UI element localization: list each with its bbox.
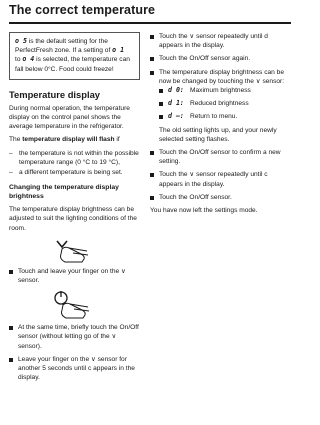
list-item: Touch the On/Off sensor again. [150,54,292,63]
list-item: Touch and leave your finger on the ∨ sensor. [9,267,140,285]
option-code: d 0: [168,86,184,95]
list-item: Touch the ∨ sensor repeatedly until c appears in the display. [150,170,292,188]
note-text-rest: is selected, the temperature can fall below 0°C. Food could freeze! [15,56,130,73]
steps-right-a [150,32,292,122]
left-column [9,32,140,386]
right-column [150,32,292,215]
option-label: Maximum brightness [190,87,251,95]
page-title: The correct temperature [9,3,156,17]
steps-left-b [9,323,140,382]
title-divider [9,22,291,24]
list-item: – the temperature is not within the possible temperature range (0 °C to 19 °C), [9,149,140,167]
list-item: Touch the ∨ sensor repeatedly until d appears in the display. [150,32,292,50]
option-label: Return to menu. [190,113,238,121]
step-text: The temperature display brightness can be now be changed by touching the ∨ sensor: [159,68,285,85]
option-item [159,86,292,95]
code-to: o 4 [22,55,35,64]
closing-text: You have now left the settings mode. [150,207,258,215]
flash-paragraph [9,135,140,144]
intro-paragraph: During normal operation, the temperature display on the control panel shows the average temperature in the refrigerator. [9,104,130,131]
list-item [150,68,292,122]
note-text-default: is the default setting for the PerfectFresh zone. If a setting of [15,38,113,55]
list-item: – a different temperature is being set. [9,168,140,177]
list-item: At the same time, briefly touch the On/Off sensor (without letting go of the ∨ sensor). [9,323,140,351]
list-item: Touch the On/Off sensor. [150,193,292,202]
code-from: o 1 [112,46,125,55]
hand-touch-down-sensor-icon [51,237,91,263]
flash-prefix: The [9,136,23,144]
steps-left-a [9,267,140,285]
list-item: Touch the On/Off sensor to confirm a new setting. [150,148,292,166]
flash-suffix: if [114,136,120,144]
option-code: d –: [168,112,184,121]
flash-bold: temperature display will flash [22,136,115,144]
note-text-to: to [15,56,23,64]
code-default: o 5 [15,37,27,45]
option-item [159,112,292,121]
subsection-heading: Changing the temperature display brightness [9,184,119,201]
note-box [9,32,140,80]
option-code: d 1: [168,99,184,108]
options-note: The old setting lights up, and your newly selected setting flashes. [159,126,277,143]
steps-right-b [150,148,292,202]
list-item: Leave your finger on the ∨ sensor for another 5 seconds until c appears in the display. [9,355,140,383]
option-label: Reduced brightness [190,100,249,108]
brightness-intro: The temperature display brightness can be adjusted to suit the lighting conditions of the room. [9,206,137,232]
option-item [159,99,292,108]
brightness-options [159,86,292,122]
section-heading: Temperature display [9,88,101,100]
hand-touch-power-sensor-icon [51,289,91,319]
condition-list [9,149,140,178]
